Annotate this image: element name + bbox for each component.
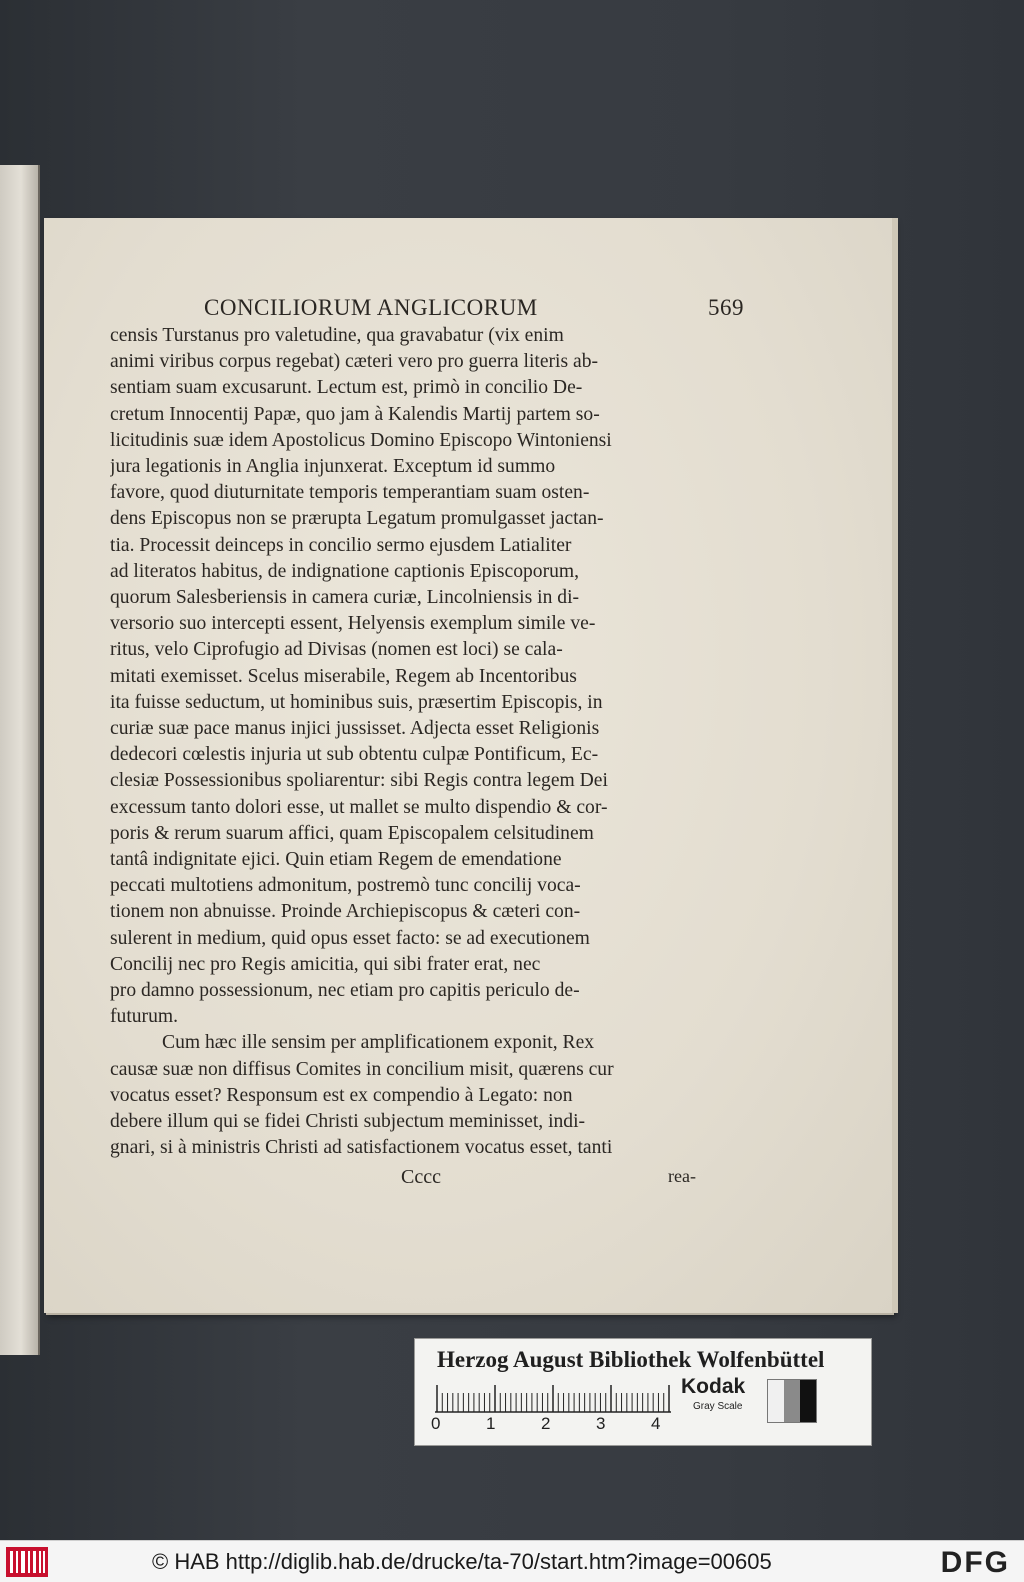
page-number: 569 xyxy=(708,295,744,320)
book-page xyxy=(44,218,892,1313)
text-line: ita fuisse seductum, ut hominibus suis, præsertim Episcopis, in xyxy=(110,691,603,713)
card-subtitle: Gray Scale xyxy=(693,1401,743,1412)
gray-swatch-block xyxy=(784,1380,800,1422)
ruler-number: 3 xyxy=(596,1414,606,1433)
text-line: licitudinis suæ idem Apostolicus Domino Episcopo Wintoniensi xyxy=(110,429,612,451)
hab-barcode-logo-icon xyxy=(6,1547,48,1577)
text-line: favore, quod diuturnitate temporis temperantiam suam osten- xyxy=(110,482,590,504)
text-line: peccati multotiens admonitum, postremò tunc concilij voca- xyxy=(110,875,581,897)
text-line: sentiam suam excusarunt. Lectum est, primò in concilio De- xyxy=(110,377,583,399)
text-line: versorio suo intercepti essent, Helyensis exemplum simile ve- xyxy=(110,613,596,635)
ruler-number: 0 xyxy=(431,1414,441,1433)
footer-bar xyxy=(0,1540,1024,1582)
text-line: debere illum qui se fidei Christi subjectum meminisset, indi- xyxy=(110,1111,586,1133)
ruler-ticks xyxy=(435,1383,671,1413)
running-head xyxy=(204,295,744,323)
dfg-logo: DFG xyxy=(940,1546,1010,1579)
running-head-title: CONCILIORUM ANGLICORUM xyxy=(204,295,538,320)
text-line: quorum Salesberiensis in camera curiæ, Lincolniensis in di- xyxy=(110,587,580,609)
text-line: ad literatos habitus, de indignatione captionis Episcoporum, xyxy=(110,560,580,582)
ruler-number: 2 xyxy=(541,1414,551,1433)
text-line: clesiæ Possessionibus spoliarentur: sibi Regis contra legem Dei xyxy=(110,770,608,792)
gray-scale-swatch xyxy=(767,1379,817,1423)
text-line: dedecori cœlestis injuria ut sub obtentu culpæ Pontificum, Ec- xyxy=(110,744,599,766)
signature-mark: Cccc xyxy=(401,1166,441,1188)
gray-swatch-block xyxy=(800,1380,816,1422)
text-line: futurum. xyxy=(110,1006,179,1028)
text-line: censis Turstanus pro valetudine, qua gravabatur (vix enim xyxy=(110,325,564,346)
text-line: sulerent in medium, quid opus esset facto: se ad executionem xyxy=(110,927,590,949)
text-line: ritus, velo Ciprofugio ad Divisas (nomen est loci) se cala- xyxy=(110,639,563,661)
text-line: vocatus esset? Responsum est ex compendio à Legato: non xyxy=(110,1084,573,1106)
text-line: Cum hæc ille sensim per amplificationem exponit, Rex xyxy=(162,1032,595,1054)
ruler-number: 1 xyxy=(486,1414,496,1433)
text-line: tionem non abnuisse. Proinde Archiepiscopus & cæteri con- xyxy=(110,901,581,923)
text-line: causæ suæ non diffisus Comites in concilium misit, quærens cur xyxy=(110,1058,614,1080)
brand-name: Kodak xyxy=(681,1375,746,1398)
text-line: mitati exemisset. Scelus miserabile, Regem ab Incentoribus xyxy=(110,665,577,687)
ruler-number: 4 xyxy=(651,1414,661,1433)
text-line: tantâ indignitate ejici. Quin etiam Regem de emendatione xyxy=(110,849,562,871)
text-line: dens Episcopus non se prærupta Legatum promulgasset jactan- xyxy=(110,508,604,530)
text-line: excessum tanto dolori esse, ut mallet se multo dispendio & cor- xyxy=(110,796,608,818)
text-line: jura legationis in Anglia injunxerat. Exceptum id summo xyxy=(110,456,556,478)
color-reference-card xyxy=(414,1338,872,1446)
gray-swatch-block xyxy=(768,1380,784,1422)
text-line: tia. Processit deinceps in concilio sermo ejusdem Latialiter xyxy=(110,534,572,556)
page-edge xyxy=(892,218,898,1313)
footer-link[interactable]: © HAB http://diglib.hab.de/drucke/ta-70/start.htm?image=00605 xyxy=(152,1549,772,1574)
text-line: gnari, si à ministris Christi ad satisfactionem vocatus esset, tanti xyxy=(110,1137,613,1159)
card-title: Herzog August Bibliothek Wolfenbüttel xyxy=(437,1347,825,1372)
text-line: cretum Innocentij Papæ, quo jam à Kalendis Martij partem so- xyxy=(110,403,600,425)
catchword: rea- xyxy=(668,1166,696,1186)
body-text xyxy=(110,323,746,1162)
facing-page-edge xyxy=(0,165,40,1355)
text-line: pro damno possessionum, nec etiam pro capitis periculo de- xyxy=(110,980,580,1002)
ruler-numbers xyxy=(431,1414,671,1434)
text-line: poris & rerum suarum affici, quam Episcopalem celsitudinem xyxy=(110,822,594,844)
text-line: curiæ suæ pace manus injici jussisset. Adjecta esset Religionis xyxy=(110,718,600,740)
text-line: animi viribus corpus regebat) cæteri vero pro guerra literis ab- xyxy=(110,351,599,373)
text-line: Concilij nec pro Regis amicitia, qui sibi frater erat, nec xyxy=(110,953,541,975)
